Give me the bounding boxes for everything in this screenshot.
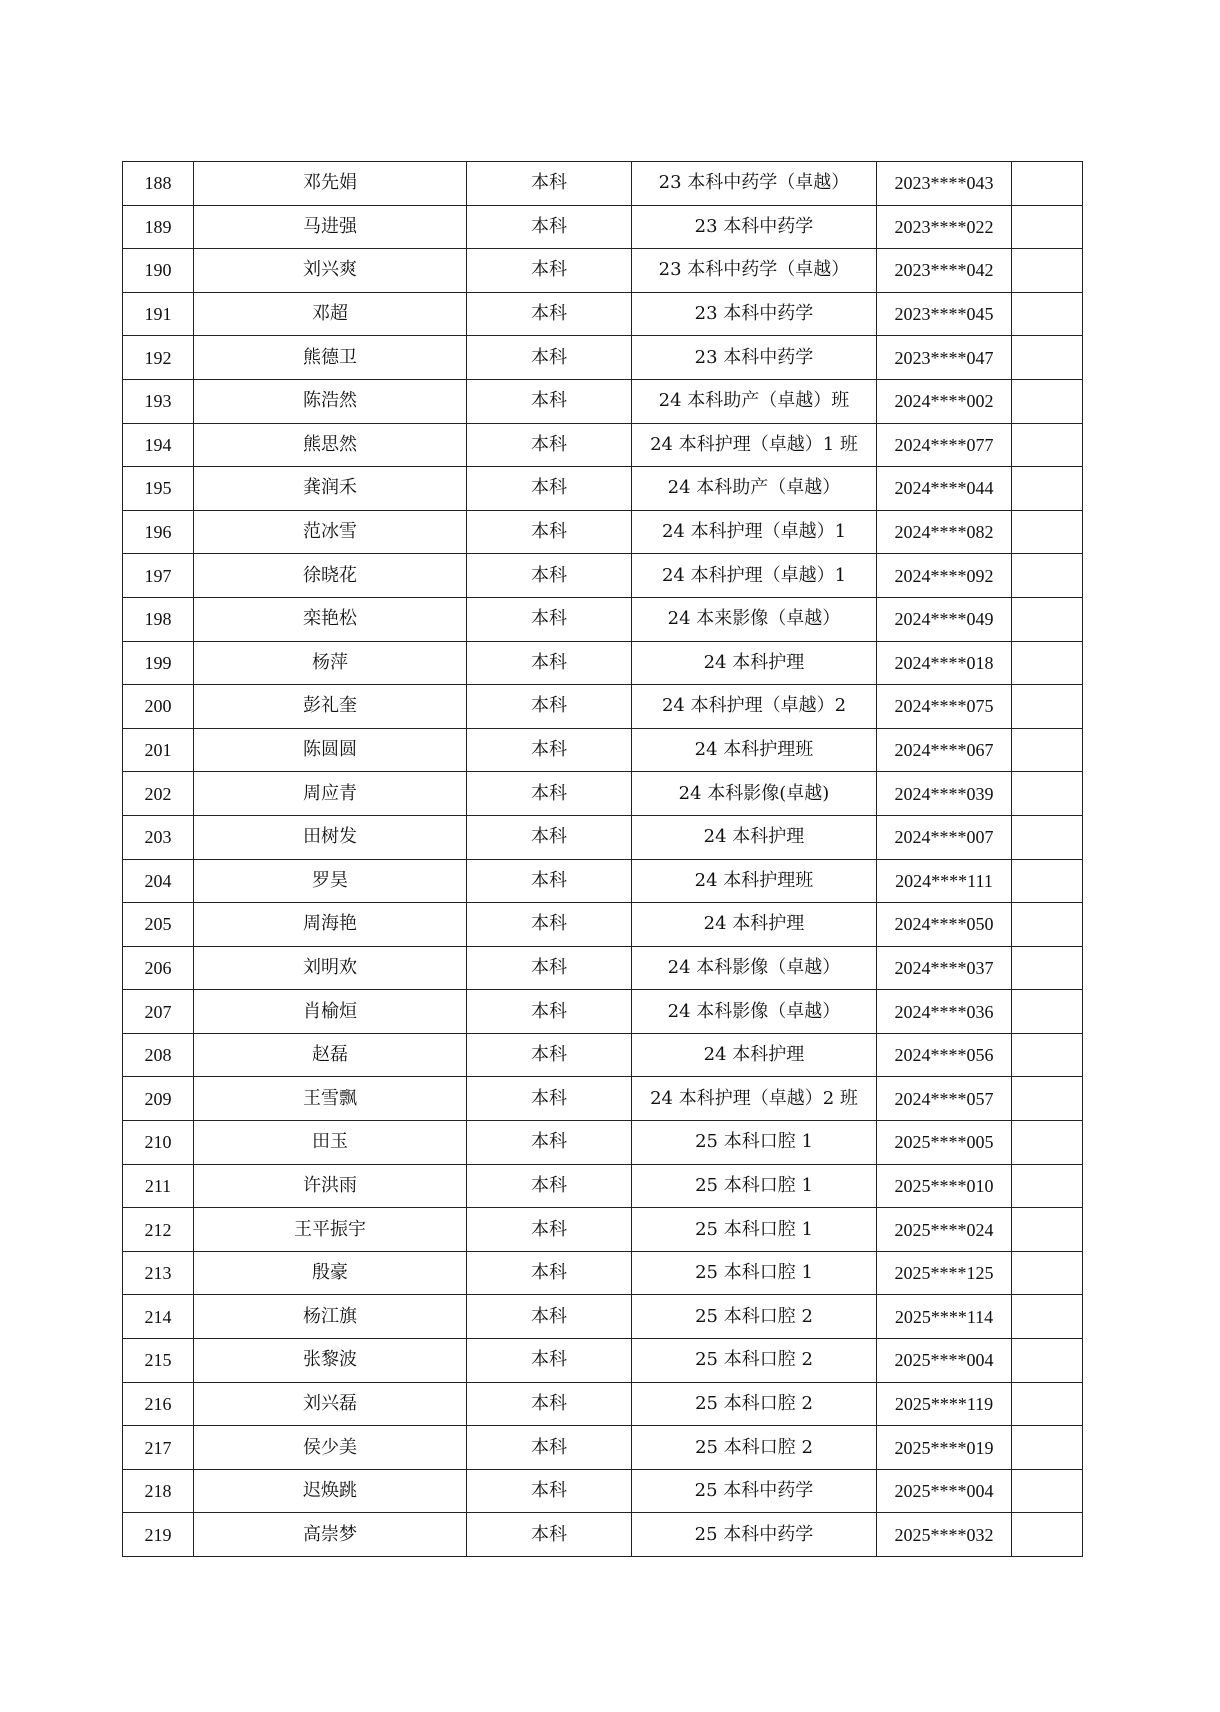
table-row (123, 903, 1083, 947)
class-name: 25 本科口腔 1 (632, 1251, 877, 1295)
student-id: 2023****042 (877, 249, 1012, 293)
table-row (123, 859, 1083, 903)
class-name: 24 本科影像（卓越） (632, 946, 877, 990)
row-number: 217 (123, 1426, 194, 1470)
education-level: 本科 (467, 1033, 632, 1077)
class-name: 24 本科护理班 (632, 859, 877, 903)
table-row (123, 336, 1083, 380)
row-number: 215 (123, 1339, 194, 1383)
remarks-cell (1012, 292, 1083, 336)
row-number: 198 (123, 597, 194, 641)
student-name: 杨萍 (194, 641, 467, 685)
student-name: 迟焕跳 (194, 1469, 467, 1513)
education-level: 本科 (467, 859, 632, 903)
class-name: 25 本科口腔 2 (632, 1295, 877, 1339)
class-name: 24 本科助产（卓越） (632, 467, 877, 511)
table-row (123, 990, 1083, 1034)
student-id: 2024****111 (877, 859, 1012, 903)
table-row (123, 249, 1083, 293)
education-level: 本科 (467, 1513, 632, 1557)
remarks-cell (1012, 1077, 1083, 1121)
class-name: 25 本科口腔 1 (632, 1208, 877, 1252)
class-name: 25 本科口腔 1 (632, 1121, 877, 1165)
class-name: 24 本科护理班 (632, 728, 877, 772)
remarks-cell (1012, 1295, 1083, 1339)
row-number: 205 (123, 903, 194, 947)
remarks-cell (1012, 1513, 1083, 1557)
student-id: 2025****032 (877, 1513, 1012, 1557)
table-row (123, 1077, 1083, 1121)
remarks-cell (1012, 772, 1083, 816)
class-name: 23 本科中药学 (632, 292, 877, 336)
student-name: 陈圆圆 (194, 728, 467, 772)
class-name: 24 本科护理（卓越）2 班 (632, 1077, 877, 1121)
table-row (123, 1295, 1083, 1339)
row-number: 218 (123, 1469, 194, 1513)
table-row (123, 728, 1083, 772)
table-row (123, 685, 1083, 729)
row-number: 211 (123, 1164, 194, 1208)
row-number: 203 (123, 815, 194, 859)
student-id: 2025****119 (877, 1382, 1012, 1426)
remarks-cell (1012, 1469, 1083, 1513)
remarks-cell (1012, 1208, 1083, 1252)
education-level: 本科 (467, 1077, 632, 1121)
class-name: 24 本来影像（卓越） (632, 597, 877, 641)
education-level: 本科 (467, 903, 632, 947)
remarks-cell (1012, 1339, 1083, 1383)
student-name: 侯少美 (194, 1426, 467, 1470)
education-level: 本科 (467, 1339, 632, 1383)
class-name: 25 本科口腔 2 (632, 1426, 877, 1470)
education-level: 本科 (467, 728, 632, 772)
class-name: 24 本科护理 (632, 1033, 877, 1077)
education-level: 本科 (467, 946, 632, 990)
remarks-cell (1012, 641, 1083, 685)
row-number: 189 (123, 205, 194, 249)
remarks-cell (1012, 554, 1083, 598)
student-name: 高崇梦 (194, 1513, 467, 1557)
education-level: 本科 (467, 641, 632, 685)
table-row (123, 1033, 1083, 1077)
class-name: 25 本科口腔 2 (632, 1382, 877, 1426)
student-id: 2024****007 (877, 815, 1012, 859)
student-id: 2024****039 (877, 772, 1012, 816)
class-name: 25 本科口腔 1 (632, 1164, 877, 1208)
row-number: 196 (123, 510, 194, 554)
student-name: 彭礼奎 (194, 685, 467, 729)
remarks-cell (1012, 249, 1083, 293)
remarks-cell (1012, 597, 1083, 641)
student-name: 邓超 (194, 292, 467, 336)
remarks-cell (1012, 162, 1083, 206)
education-level: 本科 (467, 772, 632, 816)
row-number: 216 (123, 1382, 194, 1426)
class-name: 25 本科中药学 (632, 1513, 877, 1557)
student-name: 熊德卫 (194, 336, 467, 380)
table-row (123, 510, 1083, 554)
class-name: 24 本科影像（卓越） (632, 990, 877, 1034)
table-row (123, 1121, 1083, 1165)
row-number: 214 (123, 1295, 194, 1339)
class-name: 24 本科护理（卓越）2 (632, 685, 877, 729)
table-row (123, 641, 1083, 685)
education-level: 本科 (467, 423, 632, 467)
student-name: 杨江旗 (194, 1295, 467, 1339)
student-id: 2024****056 (877, 1033, 1012, 1077)
education-level: 本科 (467, 467, 632, 511)
student-name: 许洪雨 (194, 1164, 467, 1208)
table-row (123, 1382, 1083, 1426)
table-row (123, 379, 1083, 423)
student-id: 2024****057 (877, 1077, 1012, 1121)
education-level: 本科 (467, 1469, 632, 1513)
student-id: 2024****077 (877, 423, 1012, 467)
student-id: 2024****092 (877, 554, 1012, 598)
table-row (123, 554, 1083, 598)
class-name: 25 本科口腔 2 (632, 1339, 877, 1383)
student-id: 2025****114 (877, 1295, 1012, 1339)
row-number: 195 (123, 467, 194, 511)
remarks-cell (1012, 859, 1083, 903)
student-name: 王雪飘 (194, 1077, 467, 1121)
student-id: 2025****004 (877, 1339, 1012, 1383)
row-number: 207 (123, 990, 194, 1034)
row-number: 190 (123, 249, 194, 293)
class-name: 24 本科护理（卓越）1 班 (632, 423, 877, 467)
education-level: 本科 (467, 379, 632, 423)
class-name: 24 本科影像(卓越) (632, 772, 877, 816)
table-row (123, 1251, 1083, 1295)
education-level: 本科 (467, 510, 632, 554)
remarks-cell (1012, 685, 1083, 729)
row-number: 219 (123, 1513, 194, 1557)
table-row (123, 1469, 1083, 1513)
class-name: 24 本科护理（卓越）1 (632, 554, 877, 598)
remarks-cell (1012, 815, 1083, 859)
row-number: 206 (123, 946, 194, 990)
row-number: 194 (123, 423, 194, 467)
student-name: 罗昊 (194, 859, 467, 903)
student-id: 2023****045 (877, 292, 1012, 336)
student-id: 2024****018 (877, 641, 1012, 685)
education-level: 本科 (467, 554, 632, 598)
class-name: 23 本科中药学 (632, 336, 877, 380)
education-level: 本科 (467, 249, 632, 293)
student-id: 2024****002 (877, 379, 1012, 423)
remarks-cell (1012, 1164, 1083, 1208)
student-name: 刘明欢 (194, 946, 467, 990)
table-row (123, 1208, 1083, 1252)
student-name: 栾艳松 (194, 597, 467, 641)
class-name: 23 本科中药学（卓越） (632, 249, 877, 293)
student-name: 赵磊 (194, 1033, 467, 1077)
table-row (123, 772, 1083, 816)
row-number: 188 (123, 162, 194, 206)
student-id: 2023****047 (877, 336, 1012, 380)
class-name: 23 本科中药学（卓越） (632, 162, 877, 206)
student-id: 2025****004 (877, 1469, 1012, 1513)
student-id: 2024****050 (877, 903, 1012, 947)
student-name: 马进强 (194, 205, 467, 249)
remarks-cell (1012, 728, 1083, 772)
student-name: 刘兴爽 (194, 249, 467, 293)
remarks-cell (1012, 205, 1083, 249)
row-number: 199 (123, 641, 194, 685)
row-number: 213 (123, 1251, 194, 1295)
remarks-cell (1012, 423, 1083, 467)
class-name: 23 本科中药学 (632, 205, 877, 249)
class-name: 24 本科助产（卓越）班 (632, 379, 877, 423)
row-number: 204 (123, 859, 194, 903)
remarks-cell (1012, 1121, 1083, 1165)
remarks-cell (1012, 379, 1083, 423)
student-name: 田玉 (194, 1121, 467, 1165)
class-name: 24 本科护理 (632, 815, 877, 859)
education-level: 本科 (467, 685, 632, 729)
student-name: 肖榆烜 (194, 990, 467, 1034)
row-number: 192 (123, 336, 194, 380)
education-level: 本科 (467, 1382, 632, 1426)
student-id: 2024****037 (877, 946, 1012, 990)
remarks-cell (1012, 1426, 1083, 1470)
class-name: 25 本科中药学 (632, 1469, 877, 1513)
row-number: 212 (123, 1208, 194, 1252)
student-name: 周海艳 (194, 903, 467, 947)
class-name: 24 本科护理 (632, 903, 877, 947)
student-id: 2023****022 (877, 205, 1012, 249)
education-level: 本科 (467, 1208, 632, 1252)
class-name: 24 本科护理 (632, 641, 877, 685)
table-row (123, 423, 1083, 467)
student-name: 范冰雪 (194, 510, 467, 554)
student-name: 徐晓花 (194, 554, 467, 598)
row-number: 209 (123, 1077, 194, 1121)
row-number: 210 (123, 1121, 194, 1165)
education-level: 本科 (467, 1295, 632, 1339)
table-row (123, 815, 1083, 859)
remarks-cell (1012, 903, 1083, 947)
student-name: 张黎波 (194, 1339, 467, 1383)
student-name: 田树发 (194, 815, 467, 859)
student-id: 2025****024 (877, 1208, 1012, 1252)
student-id: 2025****125 (877, 1251, 1012, 1295)
row-number: 193 (123, 379, 194, 423)
row-number: 197 (123, 554, 194, 598)
student-id: 2024****075 (877, 685, 1012, 729)
roster-body (123, 162, 1083, 1557)
education-level: 本科 (467, 205, 632, 249)
table-row (123, 1164, 1083, 1208)
student-id: 2024****082 (877, 510, 1012, 554)
row-number: 202 (123, 772, 194, 816)
student-name: 周应青 (194, 772, 467, 816)
education-level: 本科 (467, 336, 632, 380)
remarks-cell (1012, 1382, 1083, 1426)
table-row (123, 1339, 1083, 1383)
student-name: 陈浩然 (194, 379, 467, 423)
student-name: 龚润禾 (194, 467, 467, 511)
student-name: 熊思然 (194, 423, 467, 467)
table-row (123, 467, 1083, 511)
education-level: 本科 (467, 1426, 632, 1470)
student-id: 2025****005 (877, 1121, 1012, 1165)
education-level: 本科 (467, 990, 632, 1034)
student-id: 2025****019 (877, 1426, 1012, 1470)
class-name: 24 本科护理（卓越）1 (632, 510, 877, 554)
remarks-cell (1012, 1251, 1083, 1295)
table-row (123, 205, 1083, 249)
remarks-cell (1012, 336, 1083, 380)
row-number: 208 (123, 1033, 194, 1077)
student-id: 2023****043 (877, 162, 1012, 206)
education-level: 本科 (467, 1251, 632, 1295)
student-id: 2024****036 (877, 990, 1012, 1034)
education-level: 本科 (467, 597, 632, 641)
row-number: 191 (123, 292, 194, 336)
education-level: 本科 (467, 162, 632, 206)
student-id: 2024****044 (877, 467, 1012, 511)
student-name: 殷豪 (194, 1251, 467, 1295)
education-level: 本科 (467, 815, 632, 859)
education-level: 本科 (467, 292, 632, 336)
student-roster-table (122, 161, 1083, 1557)
education-level: 本科 (467, 1164, 632, 1208)
table-row (123, 292, 1083, 336)
table-row (123, 1513, 1083, 1557)
remarks-cell (1012, 1033, 1083, 1077)
student-id: 2024****049 (877, 597, 1012, 641)
remarks-cell (1012, 510, 1083, 554)
remarks-cell (1012, 946, 1083, 990)
remarks-cell (1012, 467, 1083, 511)
row-number: 200 (123, 685, 194, 729)
row-number: 201 (123, 728, 194, 772)
student-name: 王平振宇 (194, 1208, 467, 1252)
student-name: 邓先娟 (194, 162, 467, 206)
student-id: 2024****067 (877, 728, 1012, 772)
table-row (123, 946, 1083, 990)
table-row (123, 597, 1083, 641)
student-id: 2025****010 (877, 1164, 1012, 1208)
education-level: 本科 (467, 1121, 632, 1165)
remarks-cell (1012, 990, 1083, 1034)
student-name: 刘兴磊 (194, 1382, 467, 1426)
table-row (123, 1426, 1083, 1470)
table-row (123, 162, 1083, 206)
